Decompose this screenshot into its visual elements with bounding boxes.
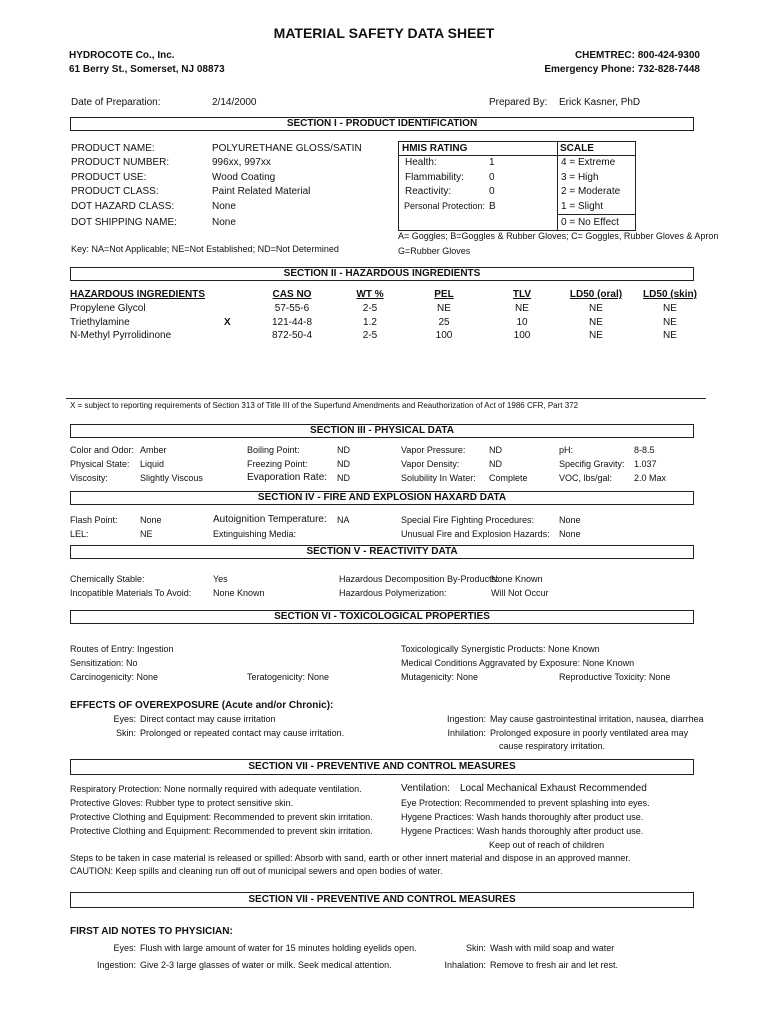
product-use-value: Wood Coating [212, 172, 276, 183]
scale-item: 0 = No Effect [561, 217, 619, 228]
synergistic-products: Toxicologically Synergistic Products: None Known [401, 644, 600, 654]
special-procedures-value: None [559, 515, 581, 525]
hmis-protection-label: Personal Protection: [404, 201, 486, 211]
section-4-header: SECTION IV - FIRE AND EXPLOSION HAXARD DATA [70, 491, 694, 505]
effects-inhalation-cont: cause respiratory irritation. [499, 741, 606, 751]
col-header-pel: PEL [434, 289, 454, 300]
key-note: Key: NA=Not Applicable; NE=Not Established; ND=Not Determined [71, 244, 339, 254]
section-7-header: SECTION VII - PREVENTIVE AND CONTROL MEASURES [70, 759, 694, 775]
ventilation-label: Ventilation: [401, 783, 450, 794]
reporting-mark: X [224, 317, 231, 328]
divider [66, 398, 706, 399]
effects-ingestion-label: Ingestion: [446, 714, 486, 724]
product-class-label: PRODUCT CLASS: [71, 186, 159, 197]
date-label: Date of Preparation: [71, 97, 161, 108]
section-5-header: SECTION V - REACTIVITY DATA [70, 545, 694, 559]
effects-inhalation-label: Inhilation: [447, 728, 486, 738]
tlv: 10 [516, 317, 528, 328]
wt-percent: 2-5 [362, 303, 378, 314]
spill-steps: Steps to be taken in case material is released or spilled: Absorb with sand, earth or other innert material and dispose in an approved manner. [70, 853, 631, 863]
vapor-pressure-label: Vapor Pressure: [401, 445, 466, 455]
solubility-label: Solubility In Water: [401, 473, 476, 483]
product-use-label: PRODUCT USE: [71, 172, 147, 183]
section-8-header: SECTION VII - PREVENTIVE AND CONTROL MEASURES [70, 892, 694, 908]
tlv: NE [515, 303, 529, 314]
ld50-skin: NE [663, 303, 677, 314]
section-3-header: SECTION III - PHYSICAL DATA [70, 424, 694, 438]
extinguishing-media-label: Extinguishing Media: [213, 529, 297, 539]
ld50-oral: NE [589, 317, 603, 328]
flash-point-value: None [140, 515, 162, 525]
boiling-point-value: ND [337, 445, 350, 455]
vapor-pressure-value: ND [489, 445, 502, 455]
hmis-title: HMIS RATING [402, 143, 468, 154]
caution-note: CAUTION: Keep spills and cleaning run off out of municipal sewers and open bodies of water. [70, 866, 443, 876]
section-2-header: SECTION II - HAZARDOUS INGREDIENTS [70, 267, 694, 281]
dot-shipping-value: None [212, 217, 236, 228]
autoignition-label: Autoignition Temperature: [213, 514, 327, 525]
prepared-by-label: Prepared By: [489, 97, 548, 108]
ph-value: 8-8.5 [634, 445, 655, 455]
ld50-skin: NE [663, 330, 677, 341]
carcinogenicity: Carcinogenicity: None [70, 672, 159, 682]
date-value: 2/14/2000 [212, 97, 257, 108]
protection-note-2: G=Rubber Gloves [398, 246, 471, 256]
section-1-header: SECTION I - PRODUCT IDENTIFICATION [70, 117, 694, 131]
section-6-header: SECTION VI - TOXICOLOGICAL PROPERTIES [70, 610, 694, 624]
sensitization: Sensitization: No [70, 658, 138, 668]
pel: NE [437, 303, 451, 314]
special-procedures-label: Special Fire Fighting Procedures: [401, 515, 535, 525]
emergency-phone: Emergency Phone: 732-828-7448 [544, 64, 700, 75]
unusual-hazards-label: Unusual Fire and Explosion Hazards: [401, 529, 550, 539]
hmis-protection-value: B [489, 201, 496, 212]
scale-item: 3 = High [561, 172, 599, 183]
incompatible-materials-label: Incopatible Materials To Avoid: [70, 588, 192, 598]
decomposition-value: None Known [491, 574, 543, 584]
ingredient-name: N-Methyl Pyrrolidinone [70, 330, 172, 341]
hmis-flammability-label: Flammability: [405, 172, 464, 183]
scale-item: 2 = Moderate [561, 186, 621, 197]
first-aid-inhalation-value: Remove to fresh air and let rest. [490, 960, 619, 970]
ingredient-name: Triethylamine [70, 317, 130, 328]
flash-point-label: Flash Point: [70, 515, 118, 525]
color-odor-label: Color and Odor: [70, 445, 135, 455]
product-number-value: 996xx, 997xx [212, 157, 271, 168]
ph-label: pH: [559, 445, 574, 455]
scale-item: 1 = Slight [561, 201, 603, 212]
first-aid-eyes-value: Flush with large amount of water for 15 minutes holding eyelids open. [140, 943, 417, 953]
color-odor-value: Amber [140, 445, 167, 455]
voc-label: VOC, lbs/gal: [559, 473, 613, 483]
effects-title: EFFECTS OF OVEREXPOSURE (Acute and/or Chronic): [70, 700, 334, 711]
decomposition-label: Hazardous Decomposition By-Products: [339, 574, 499, 584]
hmis-flammability-value: 0 [489, 172, 495, 183]
specific-gravity-label: Specifig Gravity: [559, 459, 625, 469]
effects-inhalation-value: Prolonged exposure in poorly ventilated area may [490, 728, 689, 738]
first-aid-ingestion-label: Ingestion: [96, 960, 136, 970]
pel: 25 [438, 317, 450, 328]
product-name-value: POLYURETHANE GLOSS/SATIN [212, 143, 362, 154]
col-header-cas: CAS NO [272, 289, 312, 300]
hygiene-practices-2: Hygene Practices: Wash hands thoroughly after product use. [401, 826, 644, 836]
first-aid-title: FIRST AID NOTES TO PHYSICIAN: [70, 926, 233, 937]
vapor-density-value: ND [489, 459, 502, 469]
scale-title: SCALE [560, 143, 594, 154]
protective-clothing-2: Protective Clothing and Equipment: Recommended to prevent skin irritation. [70, 826, 373, 836]
ld50-skin: NE [663, 317, 677, 328]
pel: 100 [435, 330, 453, 341]
product-name-label: PRODUCT NAME: [71, 143, 155, 154]
hmis-health-value: 1 [489, 157, 495, 168]
tlv: 100 [513, 330, 531, 341]
effects-eyes-label: Eyes: [113, 714, 136, 724]
freezing-point-label: Freezing Point: [247, 459, 308, 469]
col-header-tlv: TLV [512, 289, 532, 300]
mutagenicity: Mutagenicity: None [401, 672, 479, 682]
company-address: 61 Berry St., Somerset, NJ 08873 [69, 64, 225, 75]
cas-no: 57-55-6 [274, 303, 310, 314]
hmis-reactivity-value: 0 [489, 186, 495, 197]
protective-clothing: Protective Clothing and Equipment: Recommended to prevent skin irritation. [70, 812, 373, 822]
effects-eyes-value: Direct contact may cause irritation [140, 714, 276, 724]
protection-note: A= Goggles; B=Goggles & Rubber Gloves; C= Goggles, Rubber Gloves & Apron [398, 231, 719, 241]
reporting-note: X = subject to reporting requirements of Section 313 of Title III of the Superfund Amendments and Reauthorization of Act of 1986 CFR, Part 372 [70, 401, 579, 410]
chemically-stable-label: Chemically Stable: [70, 574, 145, 584]
freezing-point-value: ND [337, 459, 350, 469]
specific-gravity-value: 1.037 [634, 459, 657, 469]
vapor-density-label: Vapor Density: [401, 459, 460, 469]
hmis-reactivity-label: Reactivity: [405, 186, 452, 197]
respiratory-protection: Respiratory Protection: None normally required with adequate ventilation. [70, 784, 362, 794]
chemically-stable-value: Yes [213, 574, 228, 584]
col-header-ld50-oral: LD50 (oral) [569, 289, 623, 300]
effects-skin-label: Skin: [115, 728, 136, 738]
cas-no: 872-50-4 [271, 330, 313, 341]
incompatible-materials-value: None Known [213, 588, 265, 598]
lel-label: LEL: [70, 529, 89, 539]
medical-conditions: Medical Conditions Aggravated by Exposure: None Known [401, 658, 635, 668]
first-aid-inhalation-label: Inhalation: [444, 960, 486, 970]
keep-out-of-reach: Keep out of reach of children [489, 840, 605, 850]
protective-gloves: Protective Gloves: Rubber type to protect sensitive skin. [70, 798, 294, 808]
ld50-oral: NE [589, 303, 603, 314]
effects-ingestion-value: May cause gastrointestinal irritation, nausea, diarrhea [490, 714, 704, 724]
col-header-ld50-skin: LD50 (skin) [643, 289, 697, 300]
first-aid-skin-label: Skin: [465, 943, 486, 953]
eye-protection: Eye Protection: Recommended to prevent splashing into eyes. [401, 798, 650, 808]
product-class-value: Paint Related Material [212, 186, 311, 197]
company-name: HYDROCOTE Co., Inc. [69, 50, 175, 61]
hygiene-practices: Hygene Practices: Wash hands thoroughly after product use. [401, 812, 644, 822]
effects-skin-value: Prolonged or repeated contact may cause irritation. [140, 728, 345, 738]
dot-hazard-label: DOT HAZARD CLASS: [71, 201, 175, 212]
dot-hazard-value: None [212, 201, 236, 212]
scale-item: 4 = Extreme [561, 157, 616, 168]
unusual-hazards-value: None [559, 529, 581, 539]
ventilation-value: Local Mechanical Exhaust Recommended [460, 783, 647, 794]
wt-percent: 1.2 [363, 317, 377, 328]
physical-state-value: Liquid [140, 459, 165, 469]
col-header-ingredients: HAZARDOUS INGREDIENTS [70, 289, 206, 300]
viscosity-value: Slightly Viscous [140, 473, 203, 483]
autoignition-value: NA [337, 515, 350, 525]
wt-percent: 2-5 [362, 330, 378, 341]
dot-shipping-label: DOT SHIPPING NAME: [71, 217, 177, 228]
evaporation-rate-value: ND [337, 473, 350, 483]
polymerization-value: Will Not Occur [491, 588, 549, 598]
physical-state-label: Physical State: [70, 459, 130, 469]
col-header-wt: WT % [356, 289, 384, 300]
product-number-label: PRODUCT NUMBER: [71, 157, 170, 168]
voc-value: 2.0 Max [634, 473, 667, 483]
lel-value: NE [140, 529, 153, 539]
routes-of-entry: Routes of Entry: Ingestion [70, 644, 174, 654]
first-aid-ingestion-value: Give 2-3 large glasses of water or milk. Seek medical attention. [140, 960, 392, 970]
first-aid-skin-value: Wash with mild soap and water [490, 943, 615, 953]
solubility-value: Complete [489, 473, 528, 483]
first-aid-eyes-label: Eyes: [113, 943, 136, 953]
evaporation-rate-label: Evaporation Rate: [247, 472, 328, 483]
prepared-by-value: Erick Kasner, PhD [559, 97, 641, 108]
reproductive-toxicity: Reproductive Toxicity: None [559, 672, 671, 682]
ingredient-name: Propylene Glycol [70, 303, 146, 314]
chemtrec-number: CHEMTREC: 800-424-9300 [574, 50, 700, 61]
cas-no: 121-44-8 [271, 317, 313, 328]
polymerization-label: Hazardous Polymerization: [339, 588, 447, 598]
ld50-oral: NE [589, 330, 603, 341]
document-title: MATERIAL SAFETY DATA SHEET [273, 25, 495, 41]
boiling-point-label: Boiling Point: [247, 445, 300, 455]
viscosity-label: Viscosity: [70, 473, 108, 483]
teratogenicity: Teratogenicity: None [247, 672, 330, 682]
hmis-health-label: Health: [405, 157, 437, 168]
